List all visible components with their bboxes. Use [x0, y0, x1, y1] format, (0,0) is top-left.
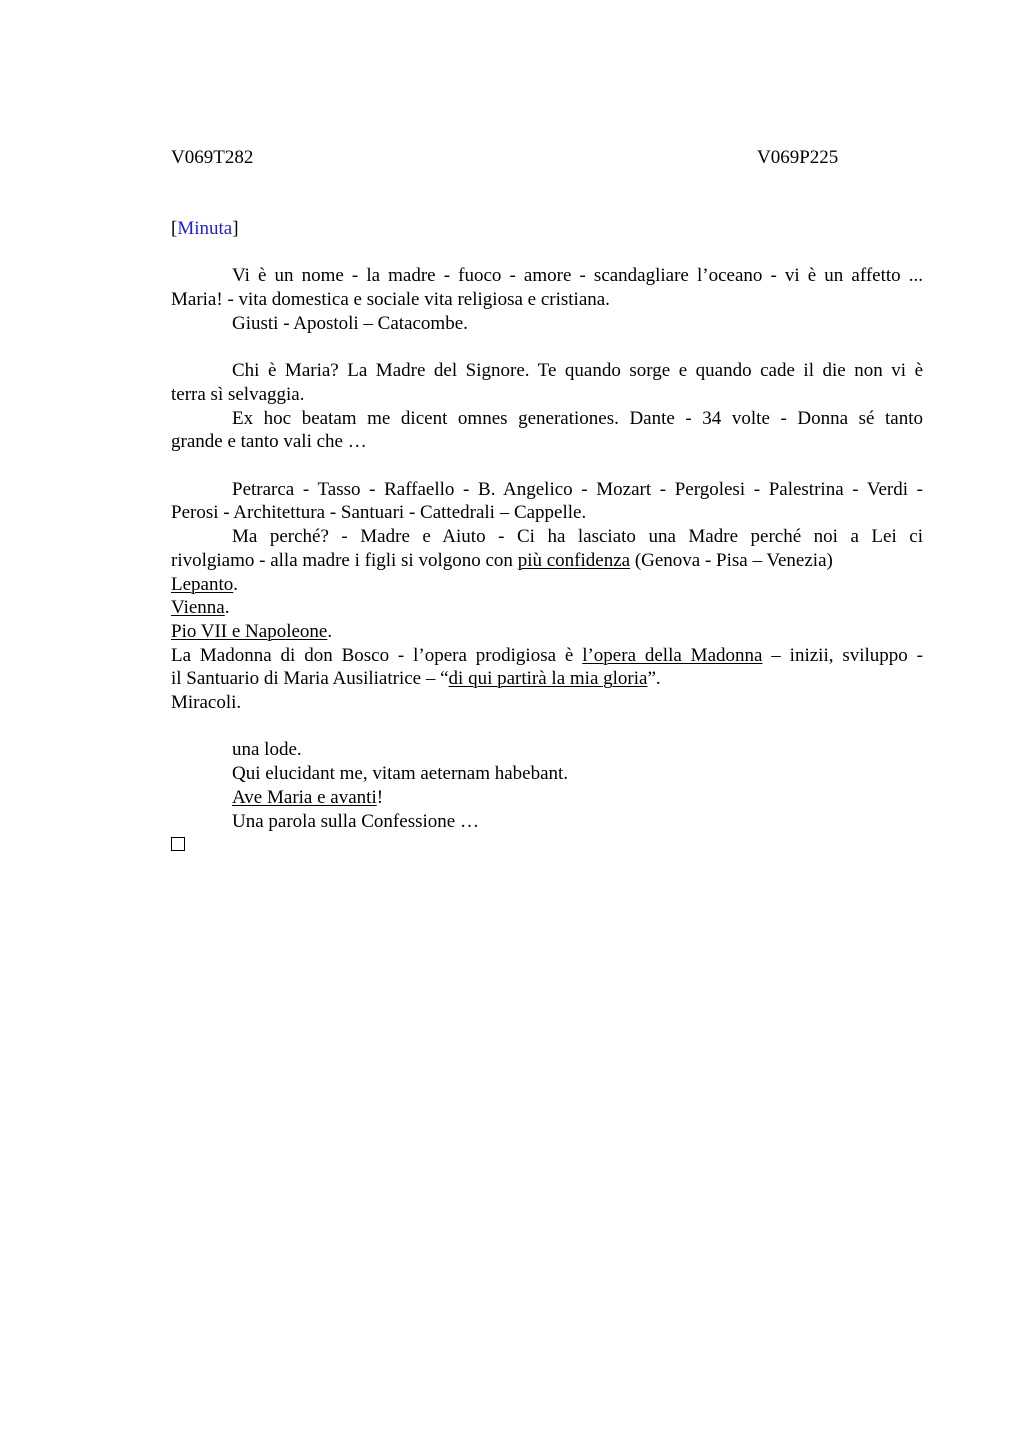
- underlined-phrase: più confidenza: [517, 549, 631, 571]
- p4-line-1: una lode.: [232, 739, 302, 761]
- square-box-icon: [171, 837, 185, 851]
- p3-line-9: il Santuario di Maria Ausiliatrice – “di qui partirà la mia gloria”.: [171, 668, 661, 690]
- p3-line-4: rivolgiamo - alla madre i figli si volgono con più confidenza (Genova - Pisa – Venezia): [171, 549, 833, 571]
- minuta-label: Minuta: [177, 218, 233, 239]
- p4-line-4: Una parola sulla Confessione …: [232, 810, 479, 832]
- p3-line-2: Perosi - Architettura - Santuari - Cattedrali – Cappelle.: [171, 502, 587, 524]
- p2-line-2: terra sì selvaggia.: [171, 383, 305, 405]
- section-label: [Minuta]: [171, 218, 239, 239]
- header-left-code: V069T282: [171, 147, 254, 168]
- p4-line-2: Qui elucidant me, vitam aeternam habebant.: [232, 763, 569, 785]
- p3-line-3: Ma perché? - Madre e Aiuto - Ci ha lasciato una Madre perché noi a Lei ci: [232, 526, 923, 548]
- document-body: [171, 217, 923, 858]
- p1-line-1: Vi è un nome - la madre - fuoco - amore - scandagliare l’oceano - vi è un affetto ...: [232, 265, 923, 287]
- p2-line-1: Chi è Maria? La Madre del Signore. Te quando sorge e quando cade il die non vi è: [232, 360, 923, 382]
- p3-line-8: La Madonna di don Bosco - l’opera prodigiosa è l’opera della Madonna – inizii, sviluppo -: [171, 644, 924, 666]
- vienna-line: Vienna.: [171, 597, 230, 619]
- p2-line-4: grande e tanto vali che …: [171, 431, 367, 453]
- end-marker: [171, 833, 923, 858]
- underlined-phrase: Ave Maria e avanti: [232, 786, 377, 808]
- p4-line-3: Ave Maria e avanti!: [232, 786, 384, 808]
- pio-line: Pio VII e Napoleone.: [171, 620, 333, 642]
- miracoli-line: Miracoli.: [171, 692, 242, 714]
- p1-line-2: Maria! - vita domestica e sociale vita religiosa e cristiana.: [171, 289, 610, 311]
- underlined-phrase: di qui partirà la mia gloria: [448, 668, 648, 690]
- p3-line-1: Petrarca - Tasso - Raffaello - B. Angelico - Mozart - Pergolesi - Palestrina - Verdi -: [232, 478, 923, 500]
- underlined-phrase: l’opera della Madonna: [582, 644, 763, 666]
- lepanto-line: Lepanto.: [171, 573, 239, 595]
- p1-line-3: Giusti - Apostoli – Catacombe.: [232, 312, 468, 334]
- header-right-code: V069P225: [757, 147, 839, 168]
- p2-line-3: Ex hoc beatam me dicent omnes generationes. Dante - 34 volte - Donna sé tanto: [232, 407, 923, 429]
